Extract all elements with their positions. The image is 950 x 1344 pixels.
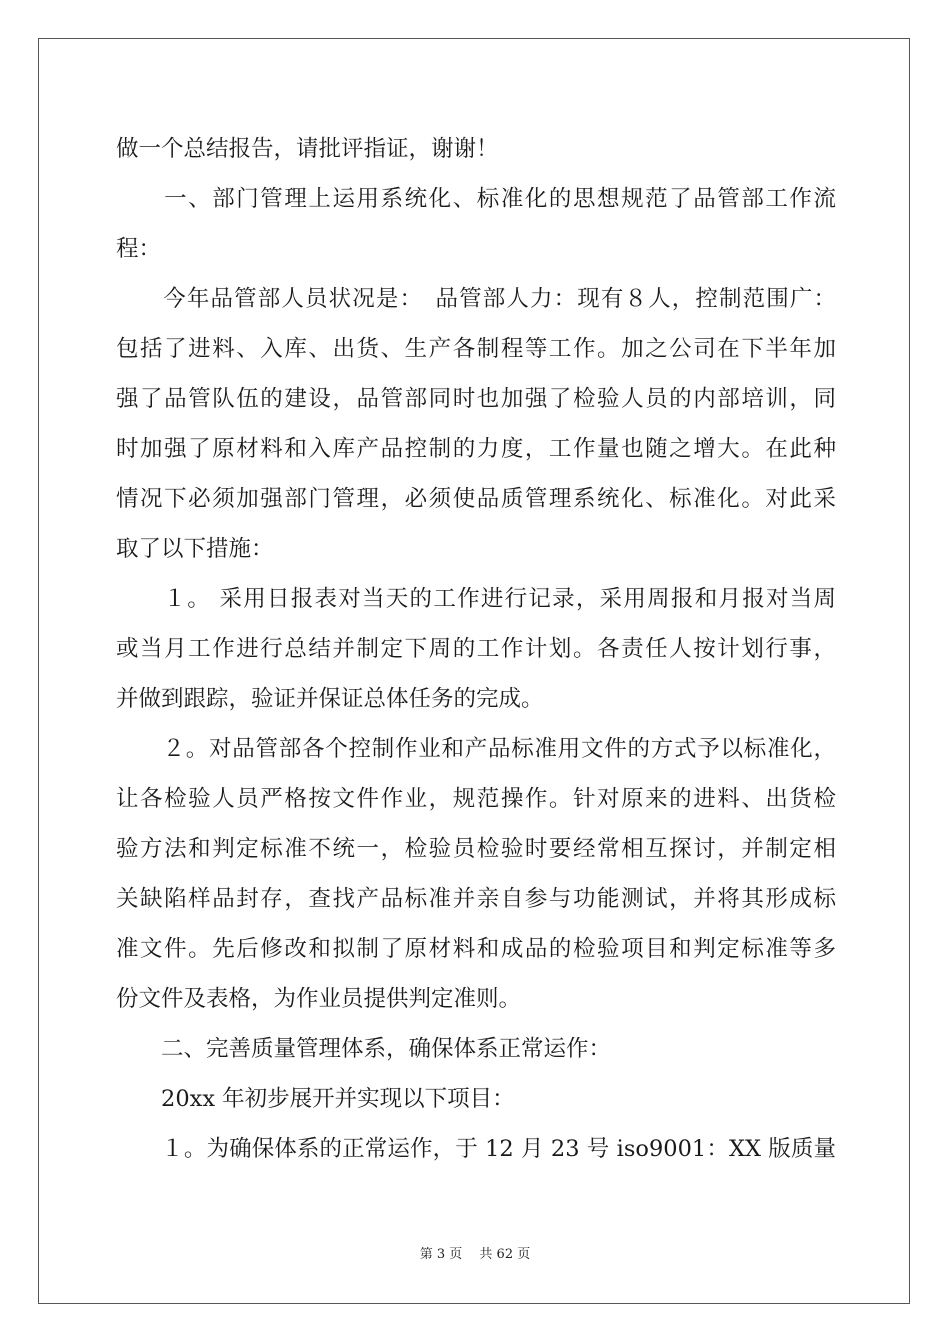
text-line: 20xx 年初步展开并实现以下项目： (116, 1086, 515, 1112)
text-line: 让各检验人员严格按文件作业，规范操作。针对原来的进料、出货检 (116, 786, 836, 812)
text-line: ２。对品管部各个控制作业和产品标准用文件的方式予以标准化， (116, 736, 836, 762)
text-line: １。 采用日报表对当天的工作进行记录，采用周报和月报对当周 (116, 586, 836, 612)
page-border (38, 38, 910, 1304)
text-line: 一、部门管理上运用系统化、标准化的思想规范了品管部工作流 (116, 186, 836, 212)
text-line: 包括了进料、入库、出货、生产各制程等工作。加之公司在下半年加 (116, 336, 836, 362)
text-line: 或当月工作进行总结并制定下周的工作计划。各责任人按计划行事， (116, 636, 836, 662)
text-line: 强了品管队伍的建设，品管部同时也加强了检验人员的内部培训，同 (116, 386, 836, 412)
text-line: 取了以下措施： (116, 536, 274, 562)
text-line: 今年品管部人员状况是： 品管部人力：现有８人，控制范围广： (116, 286, 836, 312)
text-line: 情况下必须加强部门管理，必须使品质管理系统化、标准化。对此采 (116, 486, 836, 512)
text-line: 并做到跟踪，验证并保证总体任务的完成。 (116, 686, 544, 712)
text-line: 准文件。先后修改和拟制了原材料和成品的检验项目和判定标准等多 (116, 936, 836, 962)
text-line: １。为确保体系的正常运作，于 12 月 23 号 iso9001：XX 版质量 (116, 1136, 836, 1162)
text-line: 份文件及表格，为作业员提供判定准则。 (116, 986, 522, 1012)
text-line: 二、完善质量管理体系，确保体系正常运作： (116, 1036, 612, 1062)
text-line: 关缺陷样品封存，查找产品标准并亲自参与功能测试，并将其形成标 (116, 886, 836, 912)
page-number: 第 3 页 共 62 页 (419, 1247, 531, 1262)
text-line: 程： (116, 236, 162, 262)
text-line: 验方法和判定标准不统一，检验员检验时要经常相互探讨，并制定相 (116, 836, 836, 862)
text-line: 做一个总结报告，请批评指证，谢谢！ (116, 136, 499, 162)
text-line: 时加强了原材料和入库产品控制的力度，工作量也随之增大。在此种 (116, 436, 836, 462)
